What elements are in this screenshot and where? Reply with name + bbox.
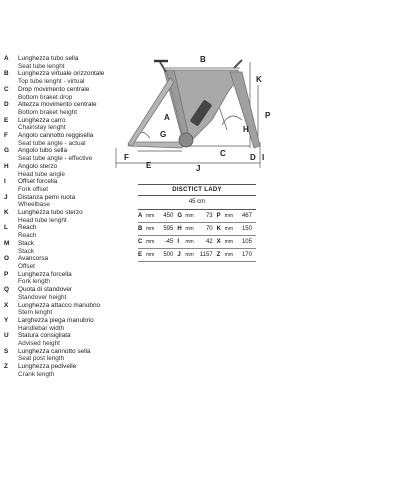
diagram-label: C [220, 149, 226, 158]
spec-row [138, 223, 256, 236]
legend-english: Stem lenght [18, 309, 53, 317]
spec-value: 73 [205, 213, 213, 219]
spec-cell [138, 226, 177, 232]
legend-letter: I [4, 178, 6, 186]
spec-unit: mm [224, 213, 233, 219]
spec-cell [177, 226, 216, 232]
legend-italian: Angolo tubo sella [18, 147, 68, 155]
spec-letter: X [216, 239, 221, 245]
spec-unit: mm [146, 252, 155, 258]
legend-italian: Offset forcella [18, 178, 58, 186]
spec-unit: mm [185, 213, 194, 219]
legend-letter: G [4, 147, 9, 155]
legend-letter: B [4, 70, 9, 78]
spec-value: 105 [241, 239, 252, 245]
legend-italian: Statura consigliata [18, 332, 71, 340]
legend-item [4, 317, 122, 332]
spec-row [138, 210, 256, 223]
legend-english: Top tube lenght - virtual [18, 78, 85, 86]
spec-cell [217, 226, 256, 232]
legend-letter: F [4, 132, 8, 140]
legend-english: Standover height [18, 293, 67, 301]
spec-cell [217, 252, 256, 258]
spec-unit: mm [146, 213, 155, 219]
legend-letter: M [4, 239, 10, 247]
legend-english: Chainstay lenght [18, 124, 66, 132]
bike-frame [128, 60, 260, 148]
spec-row [138, 236, 256, 249]
spec-unit: mm [224, 239, 233, 245]
legend-italian: Lunghezza cannotto sella [18, 347, 91, 355]
spec-cell [138, 239, 177, 245]
legend-italian: Quota di standover [18, 286, 72, 294]
legend-english: Head tube angle [18, 170, 65, 178]
legend-italian: Distanza perni ruota [18, 193, 76, 201]
legend-english: Seat post length [18, 355, 65, 363]
legend-english: Seat tube lenght [18, 62, 65, 70]
spec-value: 70 [205, 226, 213, 232]
legend-item [4, 271, 122, 286]
legend-letter: Z [4, 363, 8, 371]
legend-italian: Altezza movimento centrale [18, 101, 97, 109]
legend-letter: X [4, 301, 9, 309]
legend-letter: Q [4, 286, 9, 294]
legend-english: Wheelbase [18, 201, 50, 209]
legend-letter: H [4, 162, 9, 170]
legend-english: Crank length [18, 370, 55, 378]
legend-item [4, 240, 122, 255]
spec-letter: Z [216, 252, 221, 258]
legend-item [4, 209, 122, 224]
spec-cell [217, 213, 256, 219]
legend-italian: Lunghezza tubo sella [18, 55, 79, 62]
legend-english: Advised height [18, 340, 60, 348]
legend-item [4, 132, 122, 147]
legend-letter: Y [4, 316, 9, 324]
legend-item [4, 86, 122, 101]
legend-italian: Larghezza piega manubrio [18, 316, 94, 324]
spec-unit: mm [146, 239, 155, 245]
legend-english: Fork offset [18, 185, 49, 193]
diagram-label: F [124, 153, 129, 162]
legend-letter: L [4, 224, 8, 232]
legend-letter: C [4, 85, 9, 93]
spec-unit: mm [146, 226, 155, 232]
spec-letter: H [177, 226, 182, 232]
legend-italian: Avancorsa [18, 255, 49, 263]
diagram-label: G [160, 130, 167, 139]
spec-cell [138, 252, 177, 258]
spec-value: 42 [205, 239, 213, 245]
legend-italian: Drop movimento centrale [18, 85, 90, 93]
spec-value: 500 [163, 252, 174, 258]
legend-english: Head tube lenght [18, 216, 67, 224]
legend-letter: J [4, 193, 8, 201]
legend-item [4, 255, 122, 270]
legend-italian: Lunghezza tubo sterzo [18, 209, 83, 217]
spec-value: 450 [163, 213, 174, 219]
diagram-label: P [265, 111, 271, 120]
legend-item [4, 194, 122, 209]
spec-unit: mm [185, 226, 194, 232]
legend-english: Seat tube angle - effective [18, 155, 93, 163]
dimension-legend [4, 55, 122, 379]
diagram-label: K [256, 75, 262, 84]
spec-letter: J [177, 252, 181, 258]
spec-unit: mm [185, 252, 194, 258]
spec-cell [138, 213, 177, 219]
legend-item [4, 302, 122, 317]
legend-english: Stack [18, 247, 34, 255]
legend-item [4, 101, 122, 116]
legend-italian: Angolo sterzo [18, 162, 58, 170]
spec-unit: mm [185, 239, 194, 245]
spec-value: 467 [241, 213, 252, 219]
spec-letter: B [138, 226, 143, 232]
bike-geometry-diagram [110, 50, 400, 180]
legend-item [4, 178, 122, 193]
spec-letter: P [216, 213, 221, 219]
diagram-label: D [250, 153, 256, 162]
legend-letter: A [4, 55, 9, 62]
legend-letter: U [4, 332, 9, 340]
spec-value: -45 [164, 239, 174, 245]
spec-letter: C [138, 239, 143, 245]
spec-cell [177, 239, 216, 245]
spec-cell [217, 239, 256, 245]
legend-item [4, 224, 122, 239]
legend-item [4, 163, 122, 178]
legend-item [4, 332, 122, 347]
legend-item [4, 348, 122, 363]
spec-rows [138, 210, 256, 262]
legend-letter: O [4, 255, 9, 263]
geometry-spec-table [138, 184, 256, 262]
diagram-label: E [146, 161, 152, 170]
legend-item [4, 286, 122, 301]
legend-italian: Stack [18, 239, 34, 247]
legend-letter: K [4, 209, 9, 217]
diagram-label: J [196, 164, 201, 173]
legend-italian: Lunghezza carro [18, 116, 66, 124]
legend-english: Seat tube angle - actual [18, 139, 86, 147]
diagram-label: I [262, 153, 265, 162]
legend-letter: P [4, 270, 9, 278]
diagram-label: B [200, 55, 206, 64]
spec-row [138, 249, 256, 262]
spec-letter: I [177, 239, 179, 245]
diagram-label: H [243, 125, 249, 134]
diagram-label: A [164, 113, 170, 122]
spec-letter: K [216, 226, 221, 232]
legend-english: Handlebar width [18, 324, 65, 332]
spec-cell [177, 252, 216, 258]
legend-item [4, 147, 122, 162]
legend-italian: Lunghezza pedivelle [18, 363, 77, 371]
legend-english: Fork length [18, 278, 50, 286]
legend-english: Offset [18, 262, 35, 270]
spec-size: 45 cm [138, 196, 256, 210]
legend-italian: Angolo cannotto reggisella [18, 132, 94, 140]
spec-cell [177, 213, 216, 219]
legend-english: Reach [18, 232, 37, 240]
legend-italian: Lunghezza attacco manubrio [18, 301, 101, 309]
legend-italian: Lunghezza forcella [18, 270, 72, 278]
spec-title: DISCTICT LADY [138, 184, 256, 196]
spec-value: 150 [241, 226, 252, 232]
spec-value: 1157 [199, 252, 213, 258]
spec-value: 595 [163, 226, 174, 232]
legend-item [4, 70, 122, 85]
legend-letter: D [4, 101, 9, 109]
spec-unit: mm [224, 226, 233, 232]
legend-letter: E [4, 116, 9, 124]
legend-english: Bottom braket height [18, 108, 77, 116]
spec-letter: A [138, 213, 143, 219]
spec-value: 170 [241, 252, 252, 258]
spec-unit: mm [224, 252, 233, 258]
legend-item [4, 55, 122, 70]
legend-english: Bottom braket drop [18, 93, 73, 101]
legend-item [4, 363, 122, 378]
legend-italian: Lunghezza virtuale orizzontale [18, 70, 105, 78]
legend-item [4, 117, 122, 132]
legend-italian: Reach [18, 224, 37, 232]
spec-letter: E [138, 252, 143, 258]
spec-letter: G [177, 213, 182, 219]
legend-letter: S [4, 347, 9, 355]
